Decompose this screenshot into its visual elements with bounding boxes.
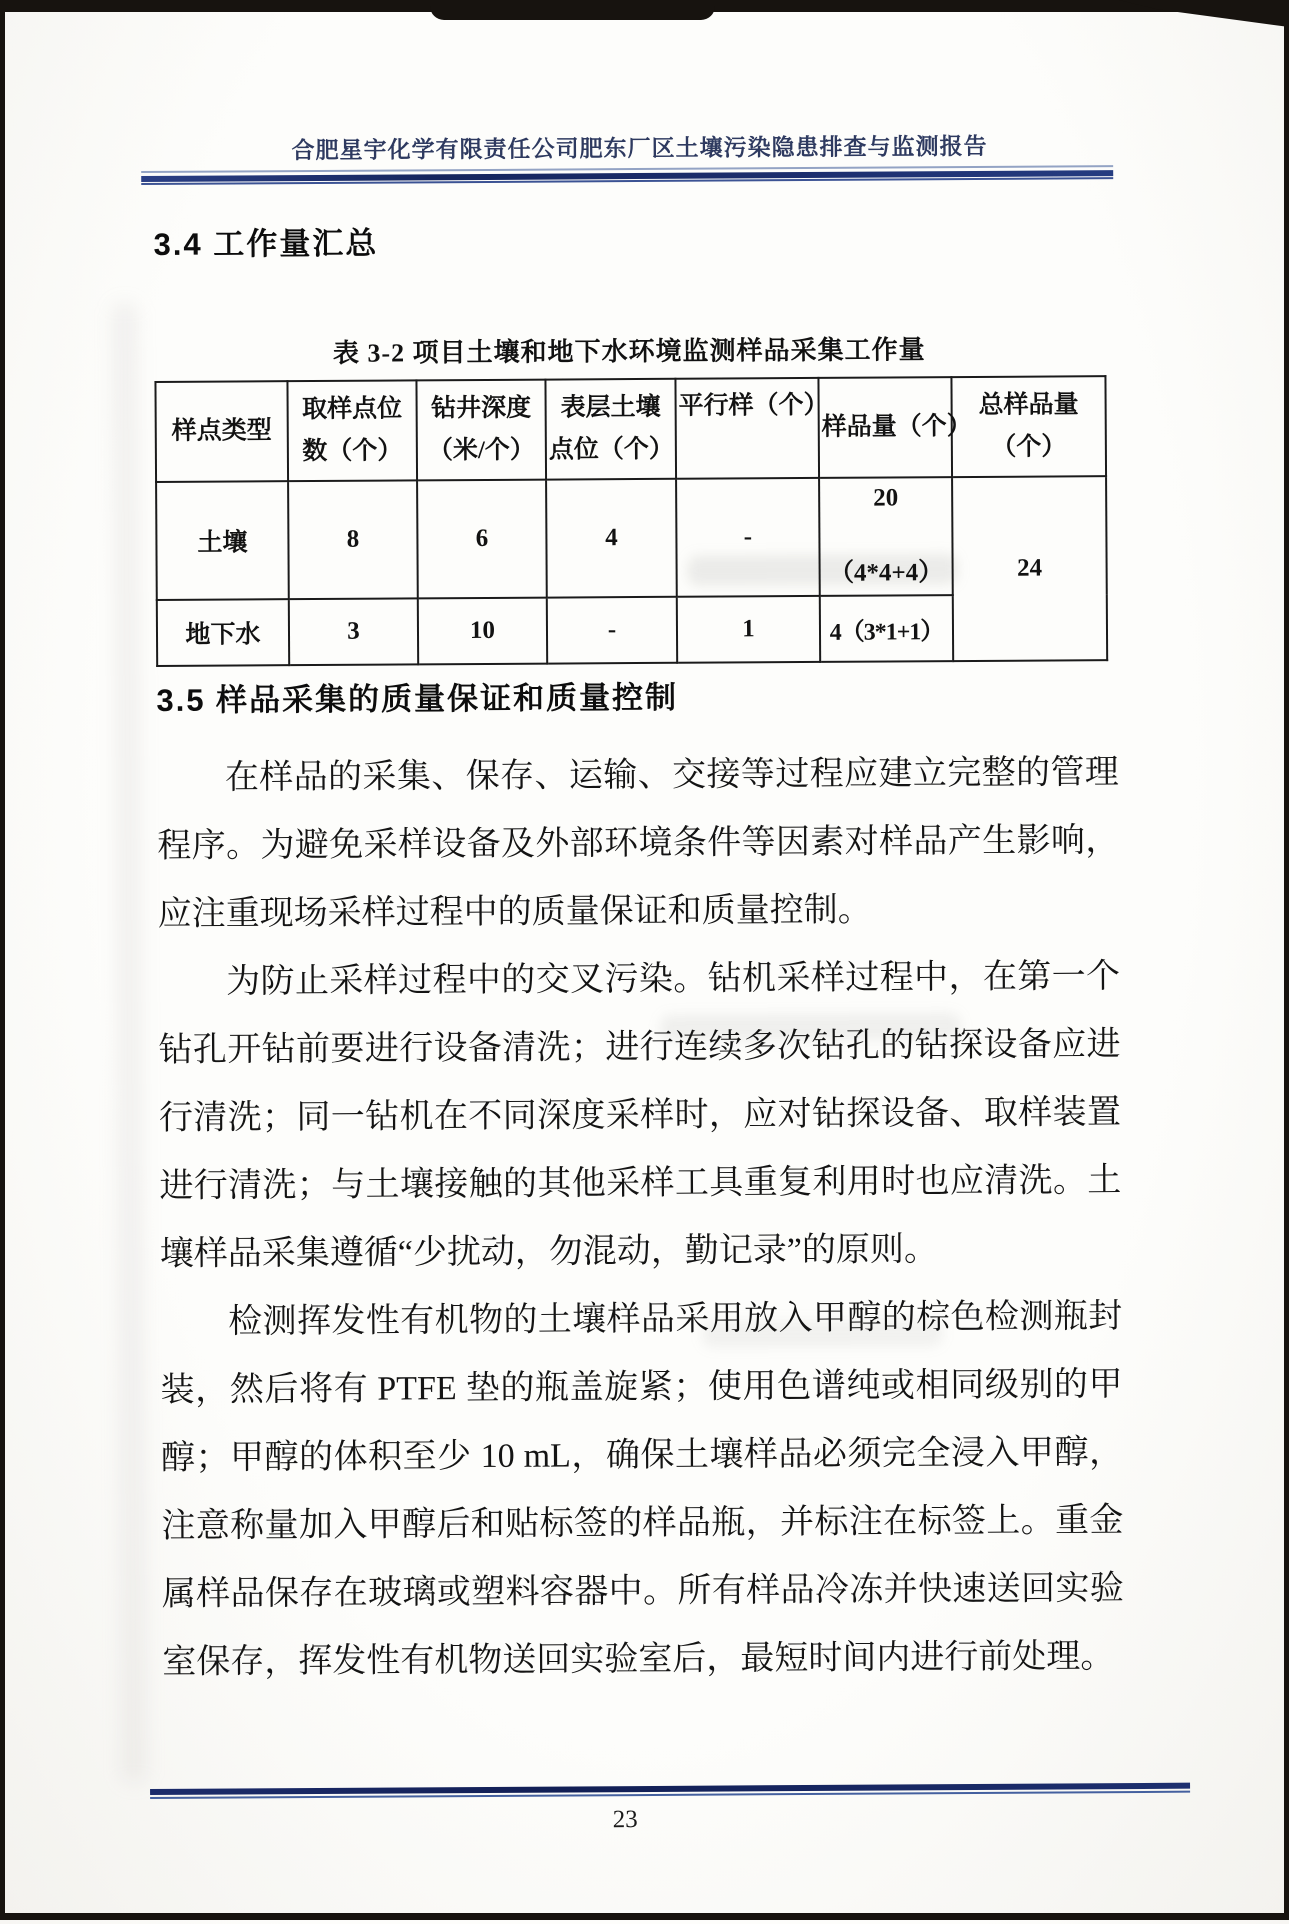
header-cell-sampling-points [287, 380, 417, 481]
cell-drilling-depth: 6 [417, 480, 547, 599]
scan-smudge [112, 303, 147, 1783]
sample-count-stack [822, 484, 950, 589]
cell-parallel: - [676, 478, 820, 597]
header-cell-sample-type: 样点类型 [155, 381, 288, 482]
table-row-soil [156, 476, 1107, 600]
cell-parallel: 1 [677, 596, 820, 663]
header-cell-sample-count: 样品量（个） [818, 377, 952, 478]
header-line: 数（个） [302, 437, 403, 466]
paragraph-quality-management: 在样品的采集、保存、运输、交接等过程应建立完整的管理程序。为避免采样设备及外部环境条件等因素对样品产生影响，应注重现场采样过程中的质量保证和质量控制。 [157, 754, 1120, 933]
scan-edge-top-blob [430, 0, 715, 20]
cell-sampling-points: 3 [289, 598, 418, 665]
cell-total-samples: 24 [952, 476, 1107, 661]
paragraph-cross-contamination: 为防止采样过程中的交叉污染。钻机采样过程中，在第一个钻孔开钻前要进行设备清洗；进行连续多次钻孔的钻探设备应进行清洗；同一钻机在不同深度采样时，应对钻探设备、取样装置进行清洗；与土壤接触的其他采样工具重复利用时也应清洗。土壤样品采集遵循“少扰动，勿混动，勤记录”的原则。 [158, 958, 1122, 1273]
header-cell-parallel: 平行样（个） [675, 378, 819, 479]
section-heading-3-4: 3.4 工作量汇总 [153, 225, 379, 262]
table-caption: 表 3-2 项目土壤和地下水环境监测样品采集工作量 [332, 335, 926, 368]
header-line: （米/个） [427, 436, 535, 465]
cell-sampling-points: 8 [288, 480, 418, 599]
header-line: 钻井深度 [431, 394, 532, 423]
cell-sample-count: 4（3*1+1） [820, 595, 953, 662]
header-line: （个） [991, 433, 1067, 461]
cell-sample-type: 地下水 [157, 599, 289, 666]
scan-edge-left [0, 0, 5, 1920]
sample-count-value: 20 [873, 484, 899, 512]
sample-count-formula: （4*4+4） [828, 559, 944, 587]
header-line: 取样点位 [302, 395, 403, 424]
header-line: 总样品量 [978, 391, 1079, 419]
section-heading-3-5: 3.5 样品采集的质量保证和质量控制 [156, 679, 679, 718]
scan-edge-bottom [0, 1913, 1289, 1920]
header-line: 点位（个） [548, 435, 674, 464]
scan-edge-right [1284, 0, 1289, 1920]
cell-sample-type: 土壤 [156, 481, 289, 600]
report-header-title: 合肥星宇化学有限责任公司肥东厂区土壤污染隐患排查与监测报告 [291, 133, 988, 164]
paragraph-voc-sample-handling: 检测挥发性有机物的土壤样品采用放入甲醇的棕色检测瓶封装，然后将有 PTFE 垫的瓶盖旋紧；使用色谱纯或相同级别的甲醇；甲醇的体积至少 10 mL，确保土壤样品必须完全浸入甲醇，注意称量加入甲醇后和贴标签的样品瓶，并标注在标签上。重金属样品保存在玻璃或塑料容器中。所有样品冷冻并快速送回实验室保存，挥发性有机物送回实验室后，最短时间内进行前处理。 [160, 1298, 1124, 1681]
header-line: 表层土壤 [560, 393, 661, 422]
header-cell-drilling-depth [416, 380, 546, 481]
cell-surface-soil: - [547, 597, 677, 664]
worklog-table-wrap [154, 375, 1108, 667]
header-cell-total-samples [951, 376, 1106, 477]
cell-surface-soil: 4 [546, 479, 677, 598]
header-rule [141, 165, 1113, 185]
cell-sample-count [819, 477, 953, 596]
body-text [157, 739, 1125, 1697]
page-number: 23 [612, 1806, 638, 1834]
footer-rule [150, 1783, 1190, 1799]
cell-drilling-depth: 10 [418, 598, 547, 665]
worklog-table [154, 375, 1108, 667]
table-header-row [155, 376, 1106, 482]
header-cell-surface-soil [545, 379, 676, 480]
